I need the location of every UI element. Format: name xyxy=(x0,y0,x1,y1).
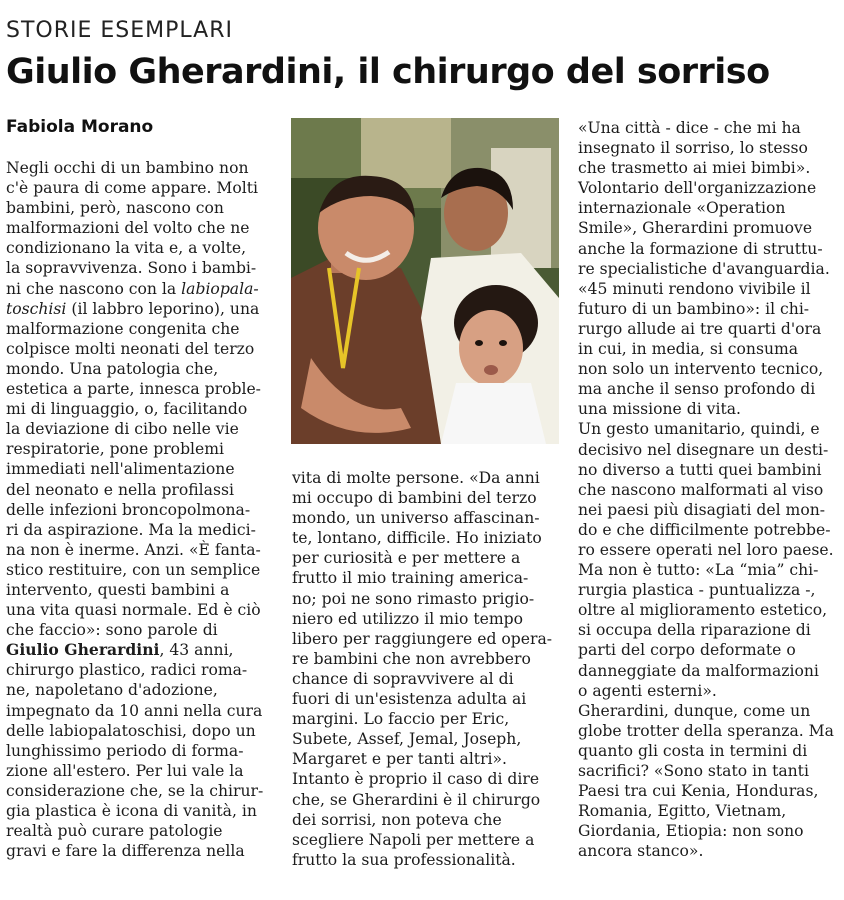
text-run: (il labbro leporino), una xyxy=(66,299,260,318)
text-line: mondo. Una patologia che, xyxy=(6,359,219,378)
text-line: rurgia plastica - puntualizza -, xyxy=(578,581,816,600)
text-line: Paesi tra cui Kenia, Honduras, xyxy=(578,782,819,801)
text-line: no; poi ne sono rimasto prigio- xyxy=(292,589,535,608)
text-line: «Una città - dice - che mi ha xyxy=(578,119,801,137)
text-line: mi di linguaggio, o, facilitando xyxy=(6,400,248,419)
text-line: te, lontano, difficile. Ho iniziato xyxy=(292,529,542,548)
text-run: toschisi xyxy=(6,299,67,318)
text-line: malformazioni del volto che ne xyxy=(6,219,250,238)
text-line: decisivo nel disegnare un desti- xyxy=(578,440,829,459)
text-line: anche la formazione di struttu- xyxy=(578,239,823,258)
text-line: malformazione congenita che xyxy=(6,319,240,338)
text-line: lunghissimo periodo di forma- xyxy=(6,741,244,760)
text-line: gravi e fare la differenza nella xyxy=(6,842,245,861)
article-photo xyxy=(291,118,559,444)
text-line: Smile», Gherardini promuove xyxy=(578,219,813,238)
text-line: una vita quasi normale. Ed è ciò xyxy=(6,601,261,620)
text-line: ri da aspirazione. Ma la medici- xyxy=(6,520,256,539)
text-line: do e che difficilmente potrebbe- xyxy=(578,520,831,539)
article-column-1 xyxy=(6,158,284,861)
text-line: libero per raggiungere ed opera- xyxy=(292,629,553,648)
text-line: ancora stanco». xyxy=(578,842,704,861)
text-line: futuro di un bambino»: il chi- xyxy=(578,299,810,318)
text-line xyxy=(6,279,284,299)
text-line: o agenti esterni». xyxy=(578,681,717,700)
text-line: Ma non è tutto: «La “mia” chi- xyxy=(578,561,819,580)
text-line: che trasmetto ai miei bimbi». xyxy=(578,159,811,178)
text-line: re specialistiche d'avanguardia. xyxy=(578,259,830,278)
text-line: chance di sopravvivere al di xyxy=(292,669,514,688)
text-line: ne, napoletano d'adozione, xyxy=(6,681,218,700)
text-run: labiopala- xyxy=(181,279,259,298)
text-line: impegnato da 10 anni nella cura xyxy=(6,701,263,720)
text-line: Negli occhi di un bambino non xyxy=(6,159,249,177)
text-line: intervento, questi bambini a xyxy=(6,580,230,599)
text-line: internazionale «Operation xyxy=(578,199,786,218)
text-line: insegnato il sorriso, lo stesso xyxy=(578,139,808,158)
text-line: fuori di un'esistenza adulta ai xyxy=(292,690,527,709)
text-line: rurgo allude ai tre quarti d'ora xyxy=(578,319,822,338)
text-line: margini. Lo faccio per Eric, xyxy=(292,710,510,729)
text-line: ro essere operati nel loro paese. xyxy=(578,540,834,559)
text-line: immediati nell'alimentazione xyxy=(6,460,235,479)
text-run: ni che nascono con la xyxy=(6,279,182,298)
text-line: Un gesto umanitario, quindi, e xyxy=(578,420,820,439)
text-line: Gherardini, dunque, come un xyxy=(578,701,811,720)
text-line: dei sorrisi, non poteva che xyxy=(292,810,502,829)
text-line: c'è paura di come appare. Molti xyxy=(6,179,259,198)
text-line: vita di molte persone. «Da anni xyxy=(292,469,540,487)
text-line: Giordania, Etiopia: non sono xyxy=(578,822,804,841)
byline: Fabiola Morano xyxy=(6,117,154,137)
text-line: considerazione che, se la chirur- xyxy=(6,781,264,800)
section-kicker: STORIE ESEMPLARI xyxy=(6,18,233,43)
text-line: ma anche il senso profondo di xyxy=(578,380,816,399)
article-column-3 xyxy=(578,118,840,861)
text-line: delle infezioni broncopolmona- xyxy=(6,500,251,519)
text-line: globe trotter della speranza. Ma xyxy=(578,721,834,740)
text-line: del neonato e nella profilassi xyxy=(6,480,234,499)
text-line: frutto la sua professionalità. xyxy=(292,850,516,869)
article-column-2 xyxy=(292,468,568,870)
text-line: che nascono malformati al viso xyxy=(578,480,824,499)
text-line: delle labiopalatoschisi, dopo un xyxy=(6,721,256,740)
text-line: Romania, Egitto, Vietnam, xyxy=(578,802,787,821)
text-run: , 43 anni, xyxy=(159,641,234,660)
text-line: per curiosità e per mettere a xyxy=(292,549,521,568)
text-line: niero ed utilizzo il mio tempo xyxy=(292,609,523,628)
text-line xyxy=(6,299,284,319)
text-line: la deviazione di cibo nelle vie xyxy=(6,420,239,439)
text-line: mondo, un universo affascinan- xyxy=(292,509,540,528)
text-line: non solo un intervento tecnico, xyxy=(578,360,824,379)
text-line: estetica a parte, innesca proble- xyxy=(6,380,261,399)
text-line: danneggiate da malformazioni xyxy=(578,661,819,680)
text-line: bambini, però, nascono con xyxy=(6,199,224,218)
text-line: sacrifici? «Sono stato in tanti xyxy=(578,762,809,780)
text-line: che faccio»: sono parole di xyxy=(6,621,218,640)
text-line: Subete, Assef, Jemal, Joseph, xyxy=(292,730,522,749)
text-line: una missione di vita. xyxy=(578,400,741,419)
text-line: «45 minuti rendono vivibile il xyxy=(578,279,811,298)
text-line: mi occupo di bambini del terzo xyxy=(292,489,537,508)
text-line: gia plastica è icona di vanità, in xyxy=(6,802,257,820)
text-line: quanto gli costa in termini di xyxy=(578,741,808,760)
text-line: zione all'estero. Per lui vale la xyxy=(6,761,244,780)
text-run: Giulio Gherardini xyxy=(6,640,160,660)
headline: Giulio Gherardini, il chirurgo del sorriso xyxy=(6,52,770,92)
text-line: no diverso a tutti quei bambini xyxy=(578,460,822,479)
text-line: che, se Gherardini è il chirurgo xyxy=(292,790,541,809)
text-line: scegliere Napoli per mettere a xyxy=(292,830,535,849)
text-line: realtà può curare patologie xyxy=(6,822,223,841)
text-line: Intanto è proprio il caso di dire xyxy=(292,770,540,789)
text-line: si occupa della riparazione di xyxy=(578,621,811,640)
text-line: Margaret e per tanti altri». xyxy=(292,750,508,769)
text-line: parti del corpo deformate o xyxy=(578,641,796,660)
text-line: stico restituire, con un semplice xyxy=(6,560,261,579)
text-line: oltre al miglioramento estetico, xyxy=(578,601,828,620)
text-line: respiratorie, pone problemi xyxy=(6,440,225,459)
text-line: in cui, in media, si consuma xyxy=(578,340,799,359)
text-line xyxy=(6,640,284,660)
text-line: nei paesi più disagiati del mon- xyxy=(578,500,826,519)
text-line: Volontario dell'organizzazione xyxy=(578,179,817,198)
text-line: condizionano la vita e, a volte, xyxy=(6,239,247,258)
text-line: colpisce molti neonati del terzo xyxy=(6,339,255,358)
text-line: re bambini che non avrebbero xyxy=(292,649,531,668)
text-line: la sopravvivenza. Sono i bambi- xyxy=(6,259,257,278)
text-line: frutto il mio training america- xyxy=(292,569,529,588)
text-line: chirurgo plastico, radici roma- xyxy=(6,661,248,680)
text-line: na non è inerme. Anzi. «È fanta- xyxy=(6,540,261,559)
